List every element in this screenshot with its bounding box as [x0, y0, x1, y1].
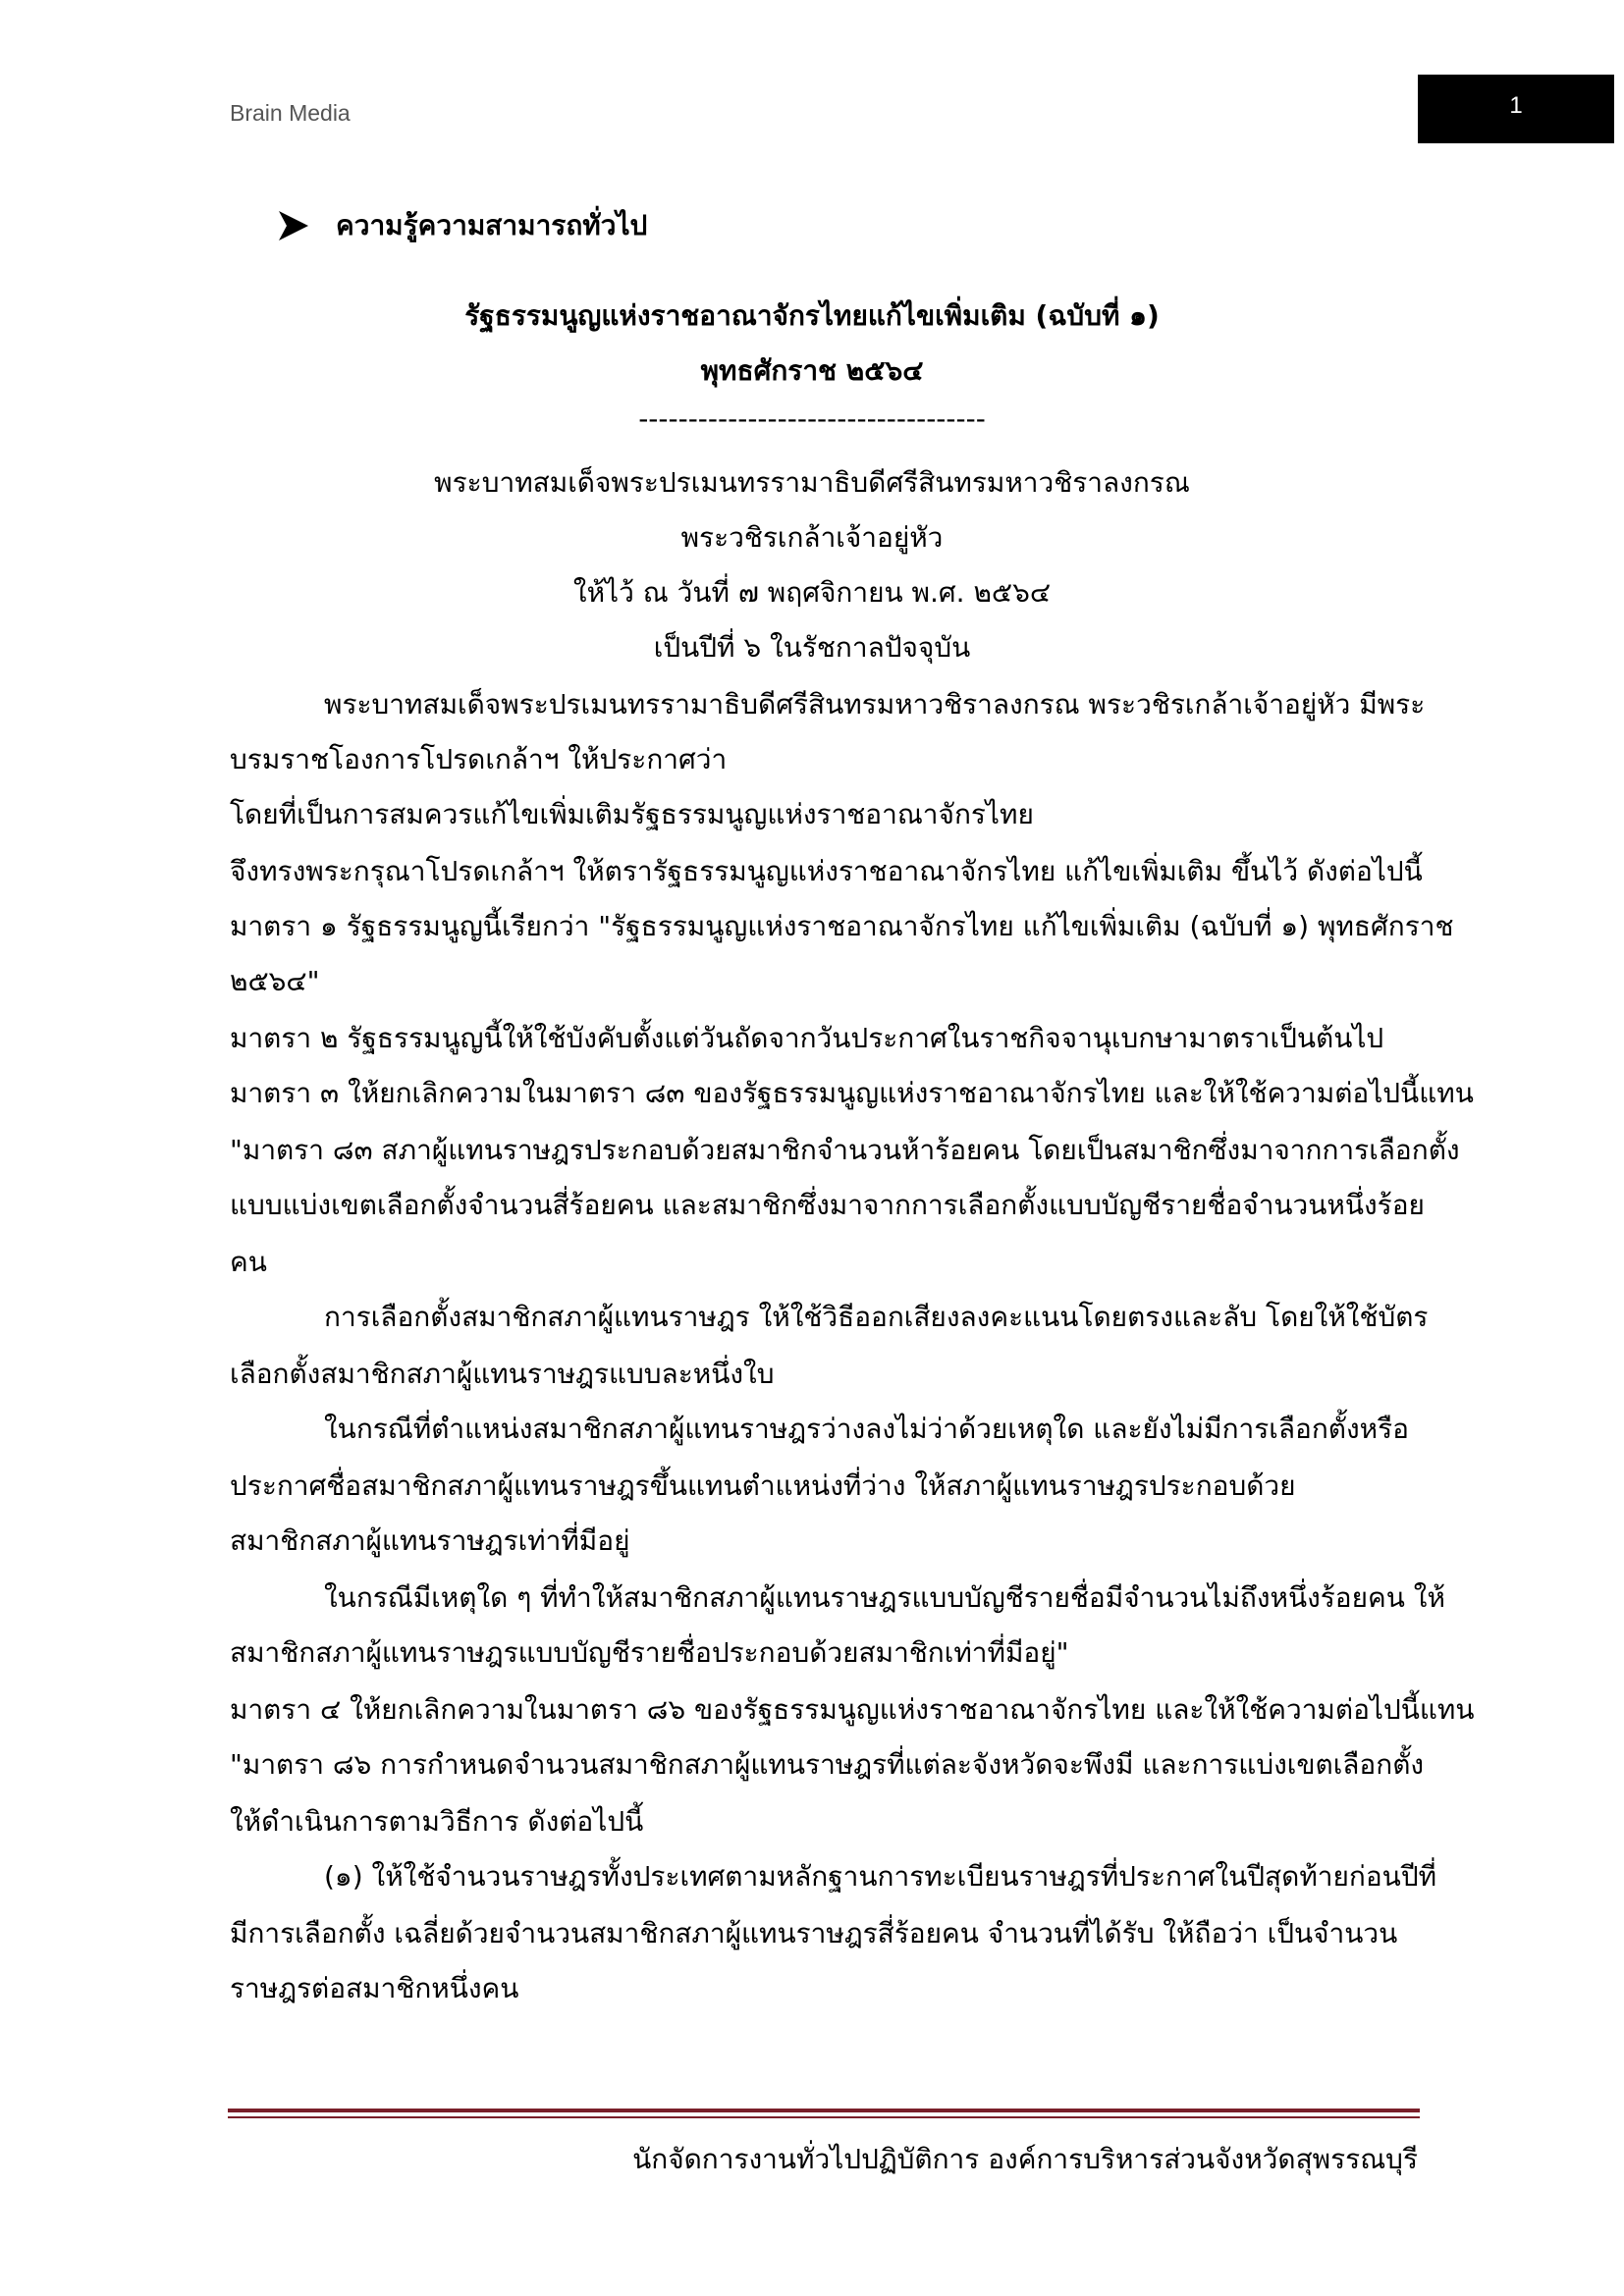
- footer-divider-thin: [228, 2116, 1420, 2118]
- body-line: แบบแบ่งเขตเลือกตั้งจำนวนสี่ร้อยคน และสมาชิกซึ่งมาจากการเลือกตั้งแบบบัญชีรายชื่อจำนวนหนึ่งร้อย: [230, 1189, 1425, 1221]
- arrow-bullet-icon: [277, 209, 310, 242]
- preamble-line: เป็นปีที่ ๖ ในรัชกาลปัจจุบัน: [653, 631, 971, 664]
- body-line: มีการเลือกตั้ง เฉลี่ยด้วยจำนวนสมาชิกสภาผู้แทนราษฎรสี่ร้อยคน จำนวนที่ได้รับ ให้ถือว่า เป็นจำนวน: [230, 1917, 1398, 1949]
- header-brand: Brain Media: [230, 100, 351, 126]
- body-line: สมาชิกสภาผู้แทนราษฎรเท่าที่มีอยู่: [230, 1524, 630, 1557]
- body-line: บรมราชโองการโปรดเกล้าฯ ให้ประกาศว่า: [230, 743, 728, 775]
- section-heading: [277, 204, 647, 247]
- body-line: โดยที่เป็นการสมควรแก้ไขเพิ่มเติมรัฐธรรมนูญแห่งราชอาณาจักรไทย: [230, 798, 1034, 830]
- body-line: คน: [230, 1246, 267, 1278]
- body-line: (๑) ให้ใช้จำนวนราษฎรทั้งประเทศตามหลักฐานการทะเบียนราษฎรที่ประกาศในปีสุดท้ายก่อนปีที่: [324, 1860, 1437, 1893]
- footer-divider: [228, 2109, 1420, 2112]
- section-1-line: มาตรา ๑ รัฐธรรมนูญนี้เรียกว่า "รัฐธรรมนูญแห่งราชอาณาจักรไทย แก้ไขเพิ่มเติม (ฉบับที่ ๑) พุทธศักราช: [230, 910, 1454, 942]
- body-line: ในกรณีที่ตำแหน่งสมาชิกสภาผู้แทนราษฎรว่างลงไม่ว่าด้วยเหตุใด และยังไม่มีการเลือกตั้งหรือ: [324, 1413, 1409, 1445]
- body-line: ราษฎรต่อสมาชิกหนึ่งคน: [230, 1972, 519, 2004]
- title-separator: -----------------------------------: [638, 402, 986, 435]
- body-line: เลือกตั้งสมาชิกสภาผู้แทนราษฎรแบบละหนึ่งใบ: [230, 1358, 775, 1390]
- body-line: จึงทรงพระกรุณาโปรดเกล้าฯ ให้ตรารัฐธรรมนูญแห่งราชอาณาจักรไทย แก้ไขเพิ่มเติม ขึ้นไว้ ดังต่อไปนี้: [230, 855, 1423, 887]
- body-line: ในกรณีมีเหตุใด ๆ ที่ทำให้สมาชิกสภาผู้แทนราษฎรแบบบัญชีรายชื่อมีจำนวนไม่ถึงหนึ่งร้อยคน ให้: [324, 1581, 1445, 1614]
- body-line: สมาชิกสภาผู้แทนราษฎรแบบบัญชีรายชื่อประกอบด้วยสมาชิกเท่าที่มีอยู่": [230, 1636, 1069, 1669]
- section-4-line: มาตรา ๔ ให้ยกเลิกความในมาตรา ๘๖ ของรัฐธรรมนูญแห่งราชอาณาจักรไทย และให้ใช้ความต่อไปนี้แทน: [230, 1693, 1475, 1726]
- body-line: "มาตรา ๘๖ การกำหนดจำนวนสมาชิกสภาผู้แทนราษฎรที่แต่ละจังหวัดจะพึงมี และการแบ่งเขตเลือกตั้ง: [230, 1748, 1425, 1781]
- body-line: ๒๕๖๔": [230, 965, 320, 997]
- page-number-box: 1: [1418, 75, 1614, 143]
- body-line: ประกาศชื่อสมาชิกสภาผู้แทนราษฎรขึ้นแทนตำแหน่งที่ว่าง ให้สภาผู้แทนราษฎรประกอบด้วย: [230, 1469, 1296, 1502]
- preamble-line: พระบาทสมเด็จพระปรเมนทรรามาธิบดีศรีสินทรมหาวชิราลงกรณ: [434, 466, 1190, 499]
- body-line: พระบาทสมเด็จพระปรเมนทรรามาธิบดีศรีสินทรมหาวชิราลงกรณ พระวชิรเกล้าเจ้าอยู่หัว มีพระ: [324, 688, 1426, 721]
- body-line: "มาตรา ๘๓ สภาผู้แทนราษฎรประกอบด้วยสมาชิกจำนวนห้าร้อยคน โดยเป็นสมาชิกซึ่งมาจากการเลือกตั้ง: [230, 1134, 1460, 1166]
- section-3-line: มาตรา ๓ ให้ยกเลิกความในมาตรา ๘๓ ของรัฐธรรมนูญแห่งราชอาณาจักรไทย และให้ใช้ความต่อไปนี้แทน: [230, 1077, 1474, 1109]
- section-2-line: มาตรา ๒ รัฐธรรมนูญนี้ให้ใช้บังคับตั้งแต่วันถัดจากวันประกาศในราชกิจจานุเบกษามาตราเป็นต้นไป: [230, 1022, 1384, 1054]
- body-line: ให้ดำเนินการตามวิธีการ ดังต่อไปนี้: [230, 1805, 644, 1838]
- preamble-line: พระวชิรเกล้าเจ้าอยู่หัว: [680, 521, 944, 554]
- section-heading-label: ความรู้ความสามารถทั่วไป: [336, 209, 648, 241]
- document-year: พุทธศักราช ๒๕๖๔: [700, 354, 924, 387]
- document-title: รัฐธรรมนูญแห่งราชอาณาจักรไทยแก้ไขเพิ่มเติม (ฉบับที่ ๑): [464, 299, 1160, 332]
- footer-text: นักจัดการงานทั่วไปปฏิบัติการ องค์การบริหารส่วนจังหวัดสุพรรณบุรี: [632, 2143, 1418, 2175]
- body-line: การเลือกตั้งสมาชิกสภาผู้แทนราษฎร ให้ใช้วิธีออกเสียงลงคะแนนโดยตรงและลับ โดยให้ใช้บัตร: [324, 1301, 1429, 1333]
- preamble-line: ให้ไว้ ณ วันที่ ๗ พฤศจิกายน พ.ศ. ๒๕๖๔: [572, 576, 1052, 609]
